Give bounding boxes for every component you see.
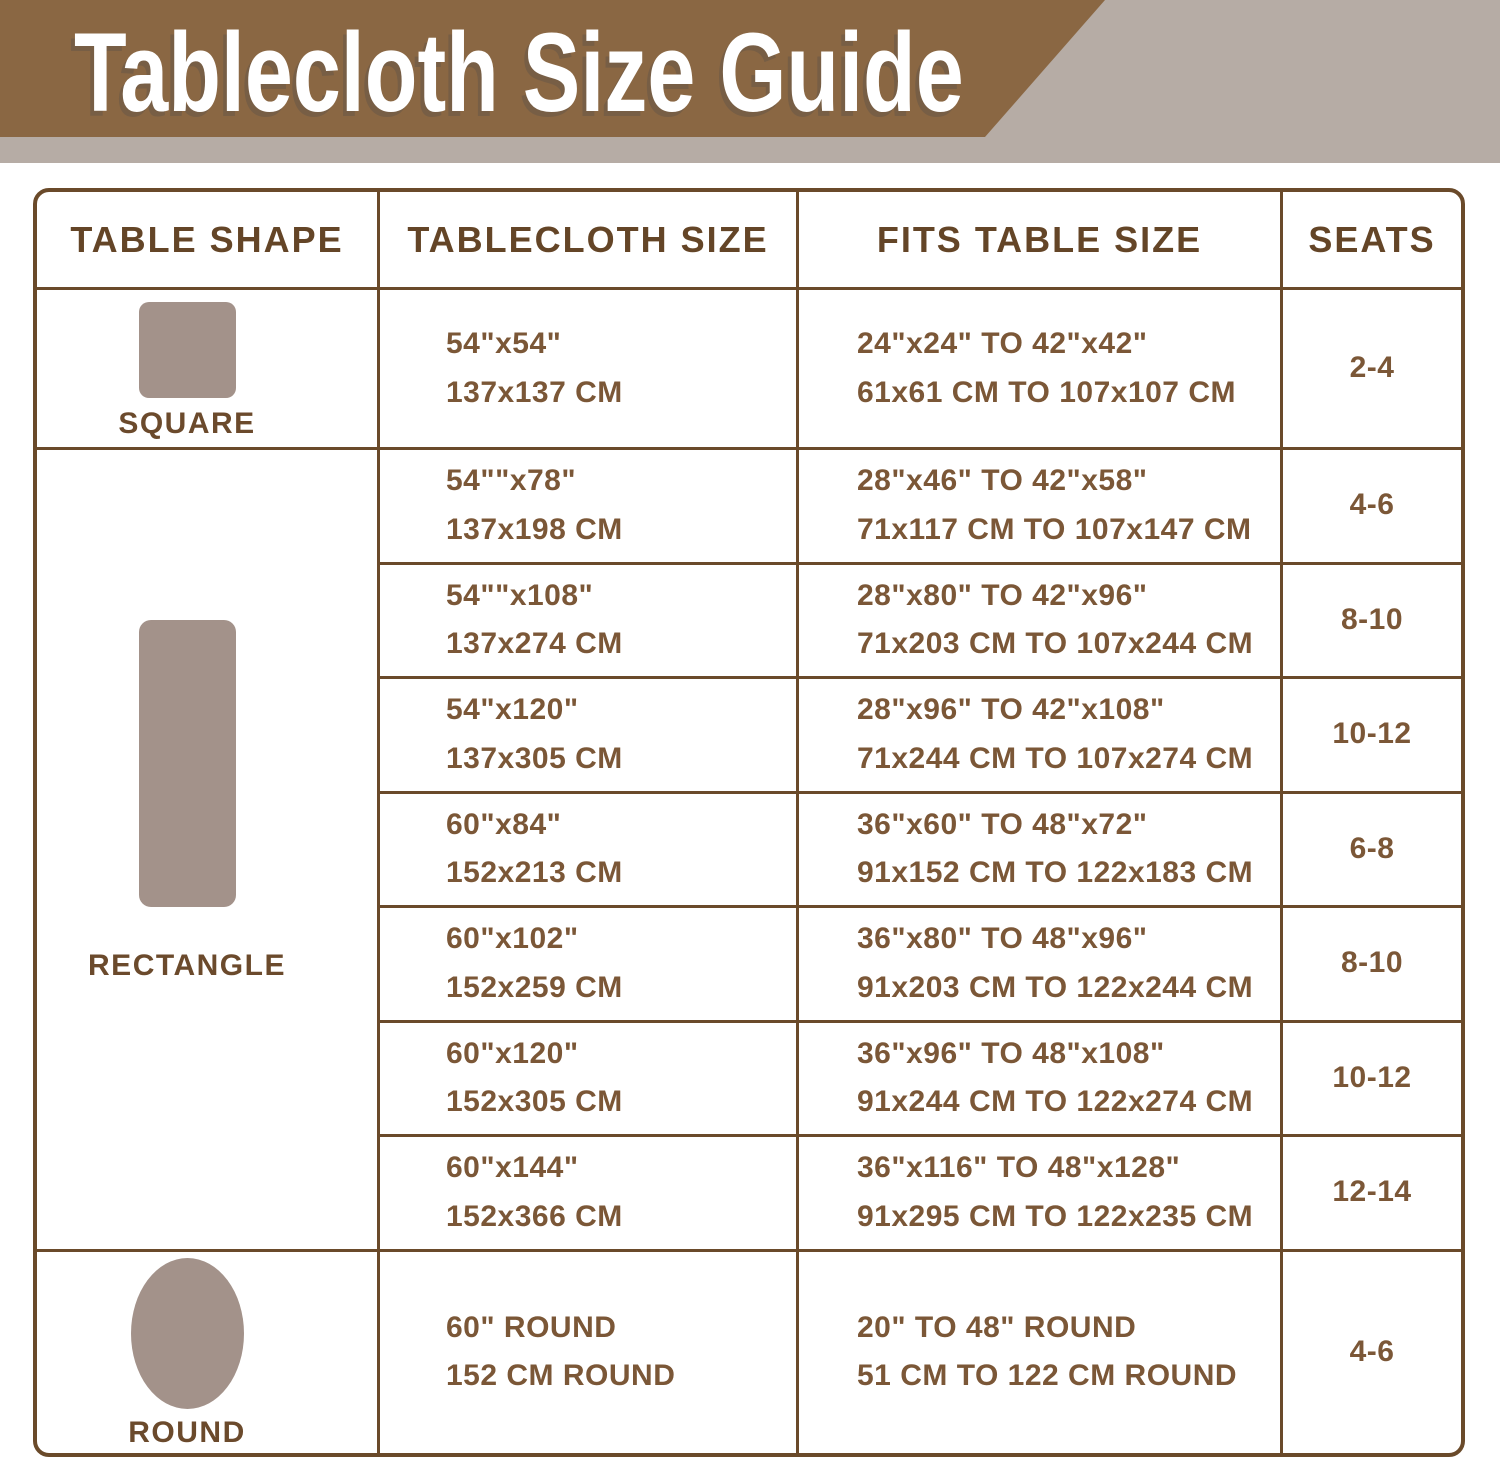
circle-shape-icon (131, 1258, 244, 1409)
seats-value: 6-8 (1349, 831, 1395, 865)
fits-size-cm: 61x61 CM TO 107x107 CM (857, 375, 1236, 409)
table-cell-fits (796, 562, 1280, 677)
square-shape-icon (139, 302, 236, 398)
cloth-size-inches: 60"x84" (446, 807, 562, 841)
column-header-table-shape: TABLE SHAPE (70, 218, 344, 260)
shape-cell-round (37, 1249, 377, 1454)
table-cell-seats (1280, 791, 1461, 906)
table-row (377, 287, 796, 447)
table-cell-fits (796, 1134, 1280, 1249)
cloth-size-cm: 137x198 CM (446, 512, 623, 546)
seats-value: 8-10 (1340, 602, 1404, 636)
cloth-size-inches: 60" ROUND (446, 1310, 617, 1344)
seats-value: 4-6 (1349, 1334, 1395, 1368)
cloth-size-cm: 152x366 CM (446, 1199, 623, 1233)
fits-size-cm: 91x244 CM TO 122x274 CM (857, 1085, 1254, 1119)
table-cell-fits (796, 905, 1280, 1020)
table-row (377, 447, 796, 562)
fits-size-inches: 28"x96" TO 42"x108" (857, 693, 1165, 727)
table-cell-seats (1280, 447, 1461, 562)
cloth-size-cm: 152x213 CM (446, 856, 623, 890)
fits-size-cm: 91x295 CM TO 122x235 CM (857, 1199, 1254, 1233)
fits-size-cm: 51 CM TO 122 CM ROUND (857, 1359, 1238, 1393)
seats-value: 12-14 (1332, 1175, 1412, 1209)
fits-size-inches: 20" TO 48" ROUND (857, 1310, 1137, 1344)
cloth-size-inches: 60"x120" (446, 1036, 579, 1070)
cloth-size-cm: 152x305 CM (446, 1085, 623, 1119)
cloth-size-inches: 54""x78" (446, 464, 577, 498)
cloth-size-inches: 60"x144" (446, 1151, 579, 1185)
fits-size-cm: 71x117 CM TO 107x147 CM (857, 512, 1252, 546)
fits-size-inches: 28"x46" TO 42"x58" (857, 464, 1148, 498)
cloth-size-inches: 54""x108" (446, 578, 594, 612)
table-cell-fits (796, 1249, 1280, 1454)
seats-value: 4-6 (1349, 488, 1395, 522)
column-header-seats: SEATS (1280, 192, 1461, 287)
cloth-size-cm: 137x137 CM (446, 375, 623, 409)
seats-value: 10-12 (1332, 717, 1412, 751)
cloth-size-cm: 137x305 CM (446, 741, 623, 775)
shape-label-rectangle: RECTANGLE (88, 949, 286, 983)
cloth-size-cm: 152x259 CM (446, 970, 623, 1004)
fits-size-cm: 71x244 CM TO 107x274 CM (857, 741, 1254, 775)
fits-size-cm: 71x203 CM TO 107x244 CM (857, 627, 1254, 661)
table-row (377, 791, 796, 906)
table-cell-seats (1280, 1134, 1461, 1249)
seats-value: 8-10 (1340, 946, 1404, 980)
table-cell-seats (1280, 905, 1461, 1020)
table-row (377, 905, 796, 1020)
fits-size-inches: 28"x80" TO 42"x96" (857, 578, 1148, 612)
size-guide-table (33, 188, 1465, 1457)
fits-size-inches: 36"x96" TO 48"x108" (857, 1036, 1165, 1070)
table-row (377, 1249, 796, 1454)
fits-size-cm: 91x152 CM TO 122x183 CM (857, 856, 1254, 890)
fits-size-inches: 36"x116" TO 48"x128" (857, 1151, 1181, 1185)
table-cell-seats (1280, 1249, 1461, 1454)
fits-size-inches: 24"x24" TO 42"x42" (857, 326, 1148, 360)
shape-label-round: ROUND (128, 1416, 246, 1450)
table-cell-seats (1280, 1020, 1461, 1135)
shape-cell-square (37, 287, 377, 447)
cloth-size-inches: 54"x120" (446, 693, 579, 727)
table-cell-seats (1280, 676, 1461, 791)
table-cell-fits (796, 791, 1280, 906)
table-cell-fits (796, 287, 1280, 447)
table-row (377, 562, 796, 677)
table-cell-fits (796, 1020, 1280, 1135)
table-row (377, 676, 796, 791)
seats-value: 10-12 (1332, 1060, 1412, 1094)
table-row (377, 1134, 796, 1249)
fits-size-inches: 36"x60" TO 48"x72" (857, 807, 1148, 841)
page-title: Tablecloth Size Guide (74, 10, 964, 135)
fits-size-inches: 36"x80" TO 48"x96" (857, 922, 1148, 956)
table-cell-fits (796, 447, 1280, 562)
table-row (377, 1020, 796, 1135)
table-cell-fits (796, 676, 1280, 791)
column-header-fits-table-size: FITS TABLE SIZE (796, 192, 1280, 287)
cloth-size-inches: 60"x102" (446, 922, 579, 956)
table-cell-seats (1280, 562, 1461, 677)
fits-size-cm: 91x203 CM TO 122x244 CM (857, 970, 1254, 1004)
cloth-size-inches: 54"x54" (446, 326, 562, 360)
seats-value: 2-4 (1349, 351, 1395, 385)
shape-label-square: SQUARE (118, 407, 256, 440)
rectangle-shape-icon (139, 620, 236, 907)
shape-cell-rectangle (37, 447, 377, 1249)
table-cell-seats (1280, 287, 1461, 447)
cloth-size-cm: 137x274 CM (446, 627, 623, 661)
cloth-size-cm: 152 CM ROUND (446, 1359, 676, 1393)
column-header-tablecloth-size: TABLECLOTH SIZE (377, 192, 796, 287)
